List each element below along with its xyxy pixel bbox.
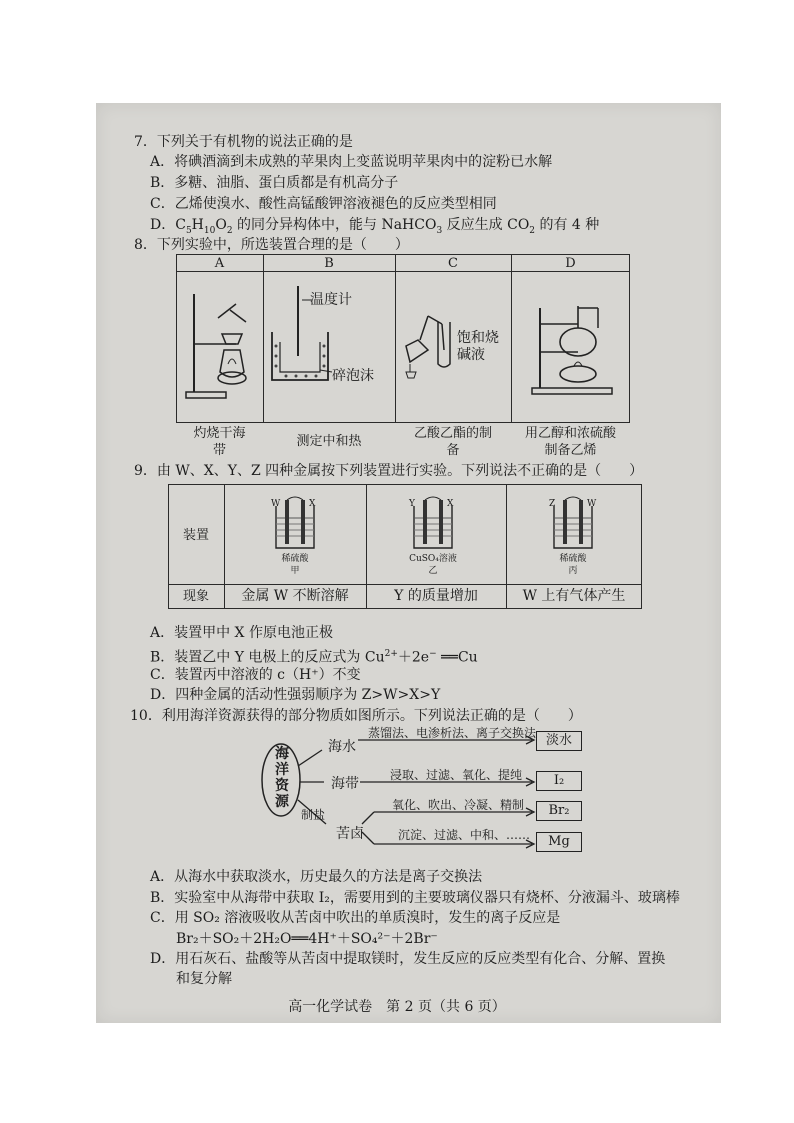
product-magnesium: Mg — [536, 832, 582, 852]
cell-bing-name: 丙 — [568, 566, 578, 576]
phenomenon-yi: Y 的质量增加 — [394, 588, 478, 604]
caption-d-line-1: 用乙醇和浓硫酸 — [524, 426, 616, 441]
cell-jia-left-electrode: W — [271, 499, 281, 509]
caption-a-line-1: 灼烧干海 — [193, 426, 246, 441]
q7-option-c: C．乙烯使溴水、酸性高锰酸钾溶液褪色的反应类型相同 — [150, 196, 497, 212]
q10-option-d-line-2: 和复分解 — [176, 971, 232, 987]
label-thermometer: 温度计 — [310, 292, 352, 308]
cell-bing-left-electrode: Z — [549, 499, 556, 509]
q9-row-divider — [168, 584, 642, 585]
cell-bing-solution: 稀硫酸 — [559, 554, 587, 564]
q7-option-a: A．将碘酒滴到未成熟的苹果肉上变蓝说明苹果肉中的淀粉已水解 — [150, 154, 553, 170]
q8-col-divider-3 — [511, 254, 512, 423]
cell-jia-right-electrode: X — [309, 499, 316, 509]
apparatus-c-ethyl-acetate — [398, 300, 458, 380]
caption-a-line-2: 带 — [212, 443, 226, 458]
q9-option-d: D．四种金属的活动性强弱顺序为 Z>W>X>Y — [150, 687, 441, 703]
cell-yi-name: 乙 — [428, 566, 438, 576]
apparatus-d-ethylene — [528, 288, 618, 398]
q10-option-b: B．实验室中从海带中获取 I₂，需要用到的主要玻璃仪器只有烧杯、分液漏斗、玻璃棒 — [150, 890, 680, 906]
q7-option-d: D．$C_5H_{10}O_2$ 的同分异构体中，能与 NaHCO$_3$ 反应生成 $CO_2$ 的有 4 种 — [150, 217, 600, 236]
product-iodine: I₂ — [536, 771, 582, 791]
label-saturated-base-2: 碱液 — [457, 347, 485, 363]
q9-option-a: A．装置甲中 X 作原电池正极 — [150, 625, 333, 641]
q9-option-c: C．装置丙中溶液的 c（H⁺）不变 — [150, 667, 361, 683]
product-freshwater: 淡水 — [536, 731, 582, 751]
cell-jia-solution: 稀硫酸 — [281, 554, 309, 564]
apparatus-a-burning-kelp — [178, 274, 262, 420]
q8-col-divider-1 — [263, 254, 264, 423]
caption-d-line-2: 制备乙烯 — [544, 443, 597, 458]
source-char-2: 洋 — [275, 762, 289, 778]
node-kelp: 海带 — [331, 776, 359, 792]
node-seawater: 海水 — [328, 739, 356, 755]
cell-yi-solution: CuSO₄溶液 — [409, 554, 457, 564]
q10-option-a: A．从海水中获取淡水，历史最久的方法是离子交换法 — [150, 869, 483, 885]
caption-c-line-1: 乙酸乙酯的制 — [413, 426, 492, 441]
page-footer: 高一化学试卷 第 2 页（共 6 页） — [288, 999, 506, 1015]
q10-stem: 10．利用海洋资源获得的部分物质如图所示。下列说法正确的是（ ） — [130, 708, 582, 724]
q10-option-d-line-1: D．用石灰石、盐酸等从苦卤中提取镁时，发生反应的反应类型有化合、分解、置换 — [150, 951, 666, 967]
q8-header-a: A — [214, 256, 225, 271]
q10-option-c-line-2: Br₂＋SO₂＋2H₂O══4H⁺＋SO₄²⁻＋2Br⁻ — [176, 931, 438, 947]
source-char-4: 源 — [275, 794, 289, 810]
node-brine: 苦卤 — [336, 826, 364, 842]
q7-stem: 7．下列关于有机物的说法正确的是 — [134, 134, 353, 150]
q8-header-b: B — [324, 256, 334, 271]
q8-header-c: C — [448, 256, 458, 271]
label-saturated-base-1: 饱和烧 — [457, 330, 499, 346]
cell-bing-right-electrode: W — [587, 499, 597, 509]
row-label-phenomenon: 现象 — [182, 589, 209, 604]
q9-option-b: B．装置乙中 Y 电极上的反应式为 $Cu^{2+}+2e^-$ ══Cu — [150, 649, 478, 666]
process-freshwater: 蒸馏法、电渗析法、离子交换法 — [368, 726, 537, 740]
process-iodine: 浸取、过滤、氧化、提纯 — [390, 768, 523, 782]
label-foam: 碎泡沫 — [332, 368, 374, 384]
phenomenon-bing: W 上有气体产生 — [522, 588, 626, 604]
cell-yi-left-electrode: Y — [409, 499, 415, 509]
cell-jia-name: 甲 — [290, 566, 300, 576]
q7-option-b: B．多糖、油脂、蛋白质都是有机高分子 — [150, 175, 399, 191]
label-salt-making: 制盐 — [301, 808, 326, 822]
q8-col-divider-2 — [395, 254, 396, 423]
phenomenon-jia: 金属 W 不断溶解 — [241, 588, 349, 604]
q10-option-c-line-1: C．用 SO₂ 溶液吸收从苦卤中吹出的单质溴时，发生的离子反应是 — [150, 910, 561, 926]
cell-yi-right-electrode: X — [447, 499, 454, 509]
caption-c-line-2: 备 — [446, 443, 460, 458]
caption-b: 测定中和热 — [296, 434, 362, 449]
product-bromine: Br₂ — [536, 801, 582, 821]
source-char-3: 资 — [275, 778, 289, 794]
q8-stem: 8．下列实验中，所选装置合理的是（ ） — [134, 237, 409, 253]
process-magnesium: 沉淀、过滤、中和、…… — [398, 828, 531, 842]
row-label-device: 装置 — [182, 528, 209, 543]
process-bromine: 氧化、吹出、冷凝、精制 — [392, 798, 525, 812]
q9-stem: 9．由 W、X、Y、Z 四种金属按下列装置进行实验。下列说法不正确的是（ ） — [134, 463, 644, 479]
q8-header-d: D — [565, 256, 576, 271]
source-char-1: 海 — [275, 746, 289, 762]
